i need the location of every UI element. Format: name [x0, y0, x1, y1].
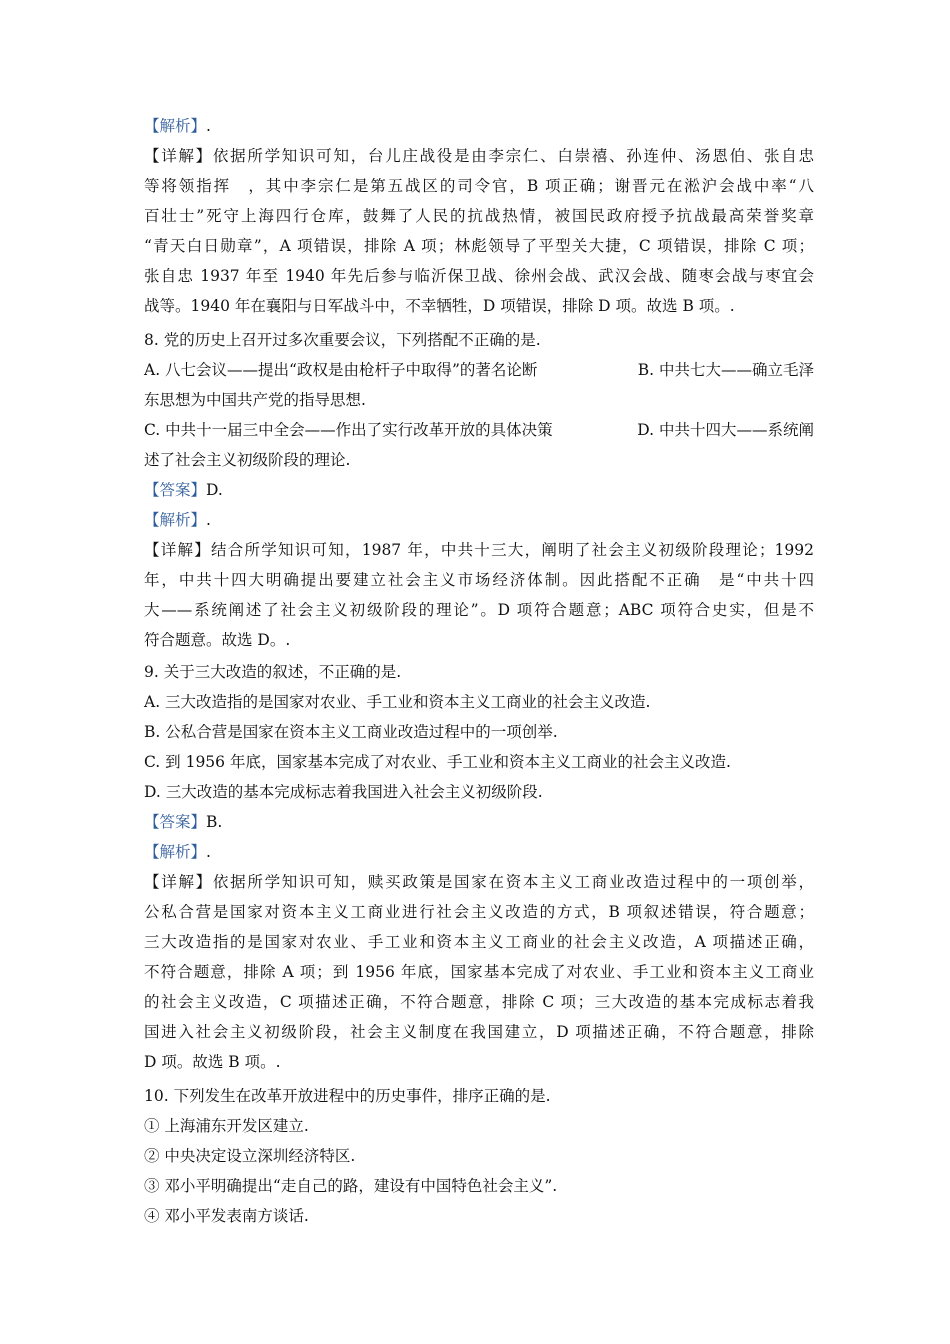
q8-option-b-cont: 东思想为中国共产党的指导思想.: [144, 391, 366, 409]
q9-detail-line: 三大改造指的是国家对农业、手工业和资本主义工商业的社会主义改造，A 项描述正确，: [144, 933, 814, 951]
q7-detail-line: 战等。1940 年在襄阳与日军战斗中，不幸牺牲，D 项错误，排除 D 项。故选 B 项。.: [144, 297, 735, 315]
q9-stem: 9. 关于三大改造的叙述，不正确的是.: [144, 663, 402, 681]
q9-detail-line: 不符合题意，排除 A 项；到 1956 年底，国家基本完成了对农业、手工业和资本主义工商业: [144, 963, 814, 981]
answer-tag: 【答案】: [144, 813, 207, 831]
q9-answer-line: [144, 807, 814, 837]
q7-detail-line: “青天白日勋章”，A 项错误，排除 A 项；林彪领导了平型关大捷，C 项错误，排除 C 项；: [144, 237, 814, 255]
question-9: [144, 657, 814, 1077]
q8-option-b: B. 中共七大——确立毛泽: [637, 361, 814, 379]
q7-detail-line: 等将领指挥 ，其中李宗仁是第五战区的司令官，B 项正确；谢晋元在淞沪会战中率“八: [144, 177, 814, 195]
question-10: [144, 1081, 814, 1231]
q8-option-d-cont: 述了社会主义初级阶段的理论.: [144, 451, 351, 469]
q7-detail-line: 张自忠 1937 年至 1940 年先后参与临沂保卫战、徐州会战、武汉会战、随枣会战与枣宜会: [144, 267, 814, 285]
question-8: [144, 325, 814, 655]
q10-item: ④ 邓小平发表南方谈话.: [144, 1207, 309, 1225]
q8-detail-line: 年，中共十四大明确提出要建立社会主义市场经济体制。因此搭配不正确 是“中共十四: [144, 571, 814, 589]
q7-analysis-line: 【解析】.: [144, 117, 211, 135]
q8-options-cd: [144, 415, 814, 445]
analysis-tag: 【解析】: [144, 843, 207, 861]
q7-detail-line: 【详解】依据所学知识可知，台儿庄战役是由李宗仁、白崇禧、孙连仲、汤恩伯、张自忠: [144, 147, 814, 165]
detail-tag: 【详解】: [144, 873, 213, 891]
q8-detail-line: 【详解】结合所学知识可知，1987 年，中共十三大，阐明了社会主义初级阶段理论；1992: [144, 541, 814, 559]
q9-detail-line: D 项。故选 B 项。.: [144, 1053, 281, 1071]
q9-detail-line: 公私合营是国家对资本主义工商业进行社会主义改造的方式，B 项叙述错误，符合题意；: [144, 903, 814, 921]
q10-item: ② 中央决定设立深圳经济特区.: [144, 1147, 356, 1165]
q8-option-a: A. 八七会议——提出“政权是由枪杆子中取得”的著名论断: [144, 361, 538, 379]
detail-tag: 【详解】: [144, 541, 211, 559]
q9-detail-line: 【详解】依据所学知识可知，赎买政策是国家在资本主义工商业改造过程中的一项创举，: [144, 873, 814, 891]
answer-tag: 【答案】: [144, 481, 207, 499]
q10-stem: 10. 下列发生在改革开放进程中的历史事件，排序正确的是.: [144, 1087, 551, 1105]
analysis-tag: 【解析】: [144, 117, 207, 135]
q10-item: ① 上海浦东开发区建立.: [144, 1117, 309, 1135]
q8-option-d: D. 中共十四大——系统阐: [637, 421, 814, 439]
q9-detail-line: 的社会主义改造，C 项描述正确，不符合题意，排除 C 项；三大改造的基本完成标志着我: [144, 993, 814, 1011]
q9-option-b: B. 公私合营是国家在资本主义工商业改造过程中的一项创举.: [144, 723, 558, 741]
q8-analysis-line: 【解析】.: [144, 511, 211, 529]
q8-option-c: C. 中共十一届三中全会——作出了实行改革开放的具体决策: [144, 421, 553, 439]
q10-item: ③ 邓小平明确提出“走自己的路，建设有中国特色社会主义”.: [144, 1177, 558, 1195]
q9-answer: B.: [206, 813, 223, 831]
detail-tag: 【详解】: [144, 147, 213, 165]
q9-analysis-line: 【解析】.: [144, 843, 211, 861]
q9-detail-line: 国进入社会主义初级阶段，社会主义制度在我国建立，D 项描述正确，不符合题意，排除: [144, 1023, 814, 1041]
q9-option-c: C. 到 1956 年底，国家基本完成了对农业、手工业和资本主义工商业的社会主义改造.: [144, 753, 731, 771]
q8-detail-line: 符合题意。故选 D。.: [144, 631, 291, 649]
q8-stem: 8. 党的历史上召开过多次重要会议，下列搭配不正确的是.: [144, 331, 541, 349]
analysis-tag: 【解析】: [144, 511, 207, 529]
q8-detail-line: 大——系统阐述了社会主义初级阶段的理论”。D 项符合题意；ABC 项符合史实，但是不: [144, 601, 814, 619]
q7-solution: [144, 111, 814, 321]
q9-option-a: A. 三大改造指的是国家对农业、手工业和资本主义工商业的社会主义改造.: [144, 693, 651, 711]
q7-detail-line: 百壮士”死守上海四行仓库，鼓舞了人民的抗战热情，被国民政府授予抗战最高荣誉奖章: [144, 207, 814, 225]
q8-answer: D.: [206, 481, 223, 499]
q9-option-d: D. 三大改造的基本完成标志着我国进入社会主义初级阶段.: [144, 783, 543, 801]
q8-answer-line: [144, 475, 814, 505]
q8-options-ab: [144, 355, 814, 385]
